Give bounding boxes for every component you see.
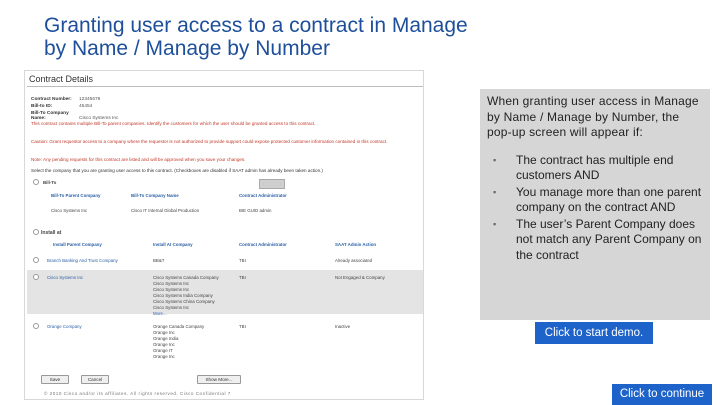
install-row-admin: TBI <box>239 324 246 329</box>
condition-list <box>487 153 703 264</box>
bill-to-parent-header: Bill-To Parent Company <box>51 193 101 198</box>
sub-company: Cisco Systems Inc <box>153 281 190 286</box>
install-at-section-label: Install at <box>41 230 62 236</box>
list-item: ▪ The contract has multiple end customers AND <box>493 152 674 182</box>
contract-details-screenshot <box>24 70 424 400</box>
saat-action-header: SAAT Admin Action <box>335 242 377 247</box>
sub-company: Orange Inc <box>153 330 175 335</box>
sub-company: Orange Inc <box>153 342 175 347</box>
install-row-parent: Orange Company <box>47 324 82 329</box>
bullet-icon: ▪ <box>493 186 497 197</box>
cancel-button[interactable]: Cancel <box>81 375 109 384</box>
install-row-radio[interactable] <box>33 323 39 329</box>
install-parent-header: Install Parent Company <box>53 242 102 247</box>
install-row-action: Inactive <box>335 324 351 329</box>
contract-number-field: Contract Number: 12345678 <box>31 97 101 102</box>
bullet-icon: ▪ <box>493 218 497 229</box>
install-row-company: Orange Canada Company <box>153 324 205 329</box>
install-at-radio[interactable] <box>33 229 39 235</box>
bill-to-admin-header: Contract Administrator <box>239 193 287 198</box>
list-item: ▪ You manage more than one parent company on the contract AND <box>493 184 702 214</box>
sub-company: Cisco Systems Inc <box>153 305 190 310</box>
install-admin-header: Contract Administrator <box>239 242 287 247</box>
list-item: ▪ The user’s Parent Company does not match any Parent Company on the contract <box>493 216 702 262</box>
install-row-company: Cisco Systems Canada Company <box>153 275 219 280</box>
install-row-admin: TBI <box>239 258 246 263</box>
highlight-marker <box>259 179 285 189</box>
pending-requests-note: Note: Any pending requests for this contract are listed and will be approved when you save your changes. <box>31 157 246 162</box>
selection-instruction: Select the company that you are granting user access to this contract. (Checkboxes are disabled if SAAT admin has already been taken action.) <box>31 168 323 173</box>
install-row-action: Already associated <box>335 258 373 263</box>
explanation-callout <box>480 89 710 320</box>
bill-to-company-header: Bill-To Company Name <box>131 193 179 198</box>
sub-company: Orange IT <box>153 348 173 353</box>
caution-warning: Caution: Grant requestor access to a company where the requestor is not authorized to provide support could expose protected customer information contained in this contract. <box>31 139 388 144</box>
sub-company: Orange India <box>153 336 179 341</box>
install-row-radio[interactable] <box>33 274 39 280</box>
install-row-company: BB&T <box>153 258 165 263</box>
heading-divider <box>27 86 423 87</box>
start-demo-button[interactable]: Click to start demo. <box>535 322 653 344</box>
install-row-parent: Branch Banking And Trust Company <box>47 258 118 263</box>
sub-company: Cisco Systems China Company <box>153 299 215 304</box>
sub-company: Cisco Systems Inc <box>153 287 190 292</box>
show-more-button[interactable]: Show More... <box>197 375 241 384</box>
slide-title: Granting user access to a contract in Manage by Name / Manage by Number <box>44 14 468 60</box>
install-row-admin: TBI <box>239 275 246 280</box>
sub-company: Cisco Systems India Company <box>153 293 213 298</box>
install-row-parent: Cisco Systems Inc <box>47 275 84 280</box>
bill-to-company-field: Bill-To Company Name: Cisco Systems Inc <box>31 111 119 121</box>
bill-to-section-label: Bill-To <box>43 180 57 185</box>
bullet-icon: ▪ <box>493 154 497 165</box>
install-row-action: Not Engaged & Company <box>335 275 385 280</box>
multiple-parents-warning: This contract contains multiple Bill-To parent companies. Identify the customers for which the user should be granted access to this contract. <box>31 121 316 126</box>
save-button[interactable]: Save <box>41 375 69 384</box>
bill-to-admin-cell: BIE GUID admin <box>239 208 272 213</box>
bill-to-radio[interactable] <box>33 179 39 185</box>
sub-company: Orange Inc <box>153 354 175 359</box>
install-row-radio[interactable] <box>33 257 39 263</box>
copyright-footer: © 2010 Cisco and/or its affiliates. All rights reserved. Cisco Confidential 7 <box>44 391 231 396</box>
install-company-header: Install At Company <box>153 242 193 247</box>
contract-details-heading: Contract Details <box>29 74 94 84</box>
continue-button[interactable]: Click to continue <box>612 384 712 405</box>
more-link[interactable]: More... <box>153 311 167 316</box>
callout-intro: When granting user access in Manage by Name / Manage by Number, the pop-up screen will appear if: <box>487 94 699 139</box>
bill-to-parent-cell: Cisco Systems Inc <box>51 208 88 213</box>
bill-to-id-field: Bill-to ID: 45454 <box>31 104 93 109</box>
bill-to-company-cell: Cisco IT Internal Global Production <box>131 208 200 213</box>
